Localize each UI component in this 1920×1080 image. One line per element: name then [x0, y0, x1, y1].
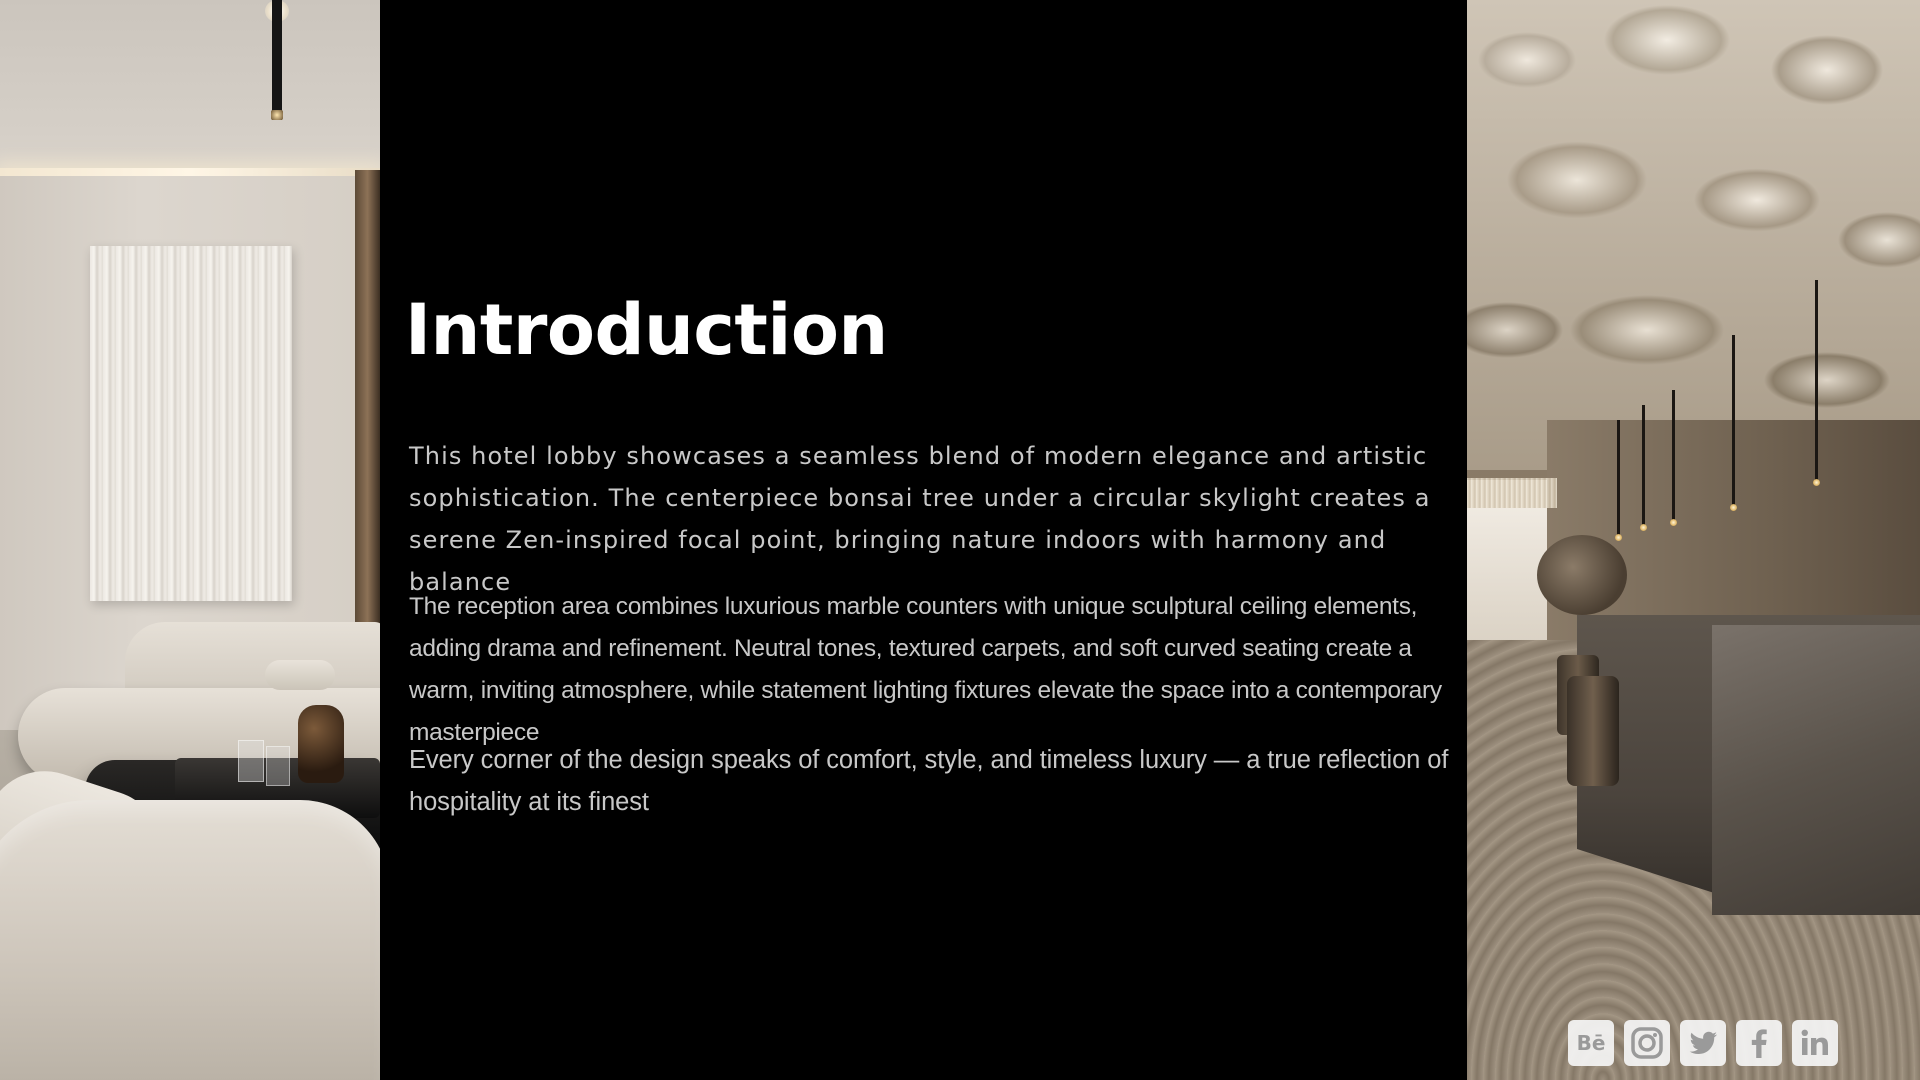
intro-paragraph-2: The reception area combines luxurious marble counters with unique sculptural ceiling elements, adding drama and refinement. Neutral tones, textured carpets, and soft curved seating create a warm, inviting atmosphere, while statement lighting fixtures elevate the space into a contemporary masterpiece	[409, 593, 1442, 746]
marble-counter	[1712, 625, 1920, 915]
intro-panel	[380, 0, 1467, 1080]
instagram-icon[interactable]	[1624, 1020, 1670, 1066]
intro-paragraph-3: Every corner of the design speaks of comfort, style, and timeless luxury — a true reflection of hospitality at its finest	[409, 746, 1449, 816]
lounge-photo	[0, 0, 380, 1080]
svg-text:Bē: Bē	[1576, 1031, 1606, 1055]
twitter-icon[interactable]	[1680, 1020, 1726, 1066]
sculptural-ceiling	[1467, 0, 1920, 470]
reception-photo	[1467, 0, 1920, 1080]
page-title: Introduction	[405, 289, 888, 371]
intro-paragraph-1: This hotel lobby showcases a seamless blend of modern elegance and artistic sophistication. The centerpiece bonsai tree under a circular skylight creates a serene Zen-inspired focal point, bringing nature indoors with harmony and balance	[409, 442, 1431, 596]
facebook-icon[interactable]	[1736, 1020, 1782, 1066]
behance-icon[interactable]	[1568, 1020, 1614, 1066]
wall-art	[90, 246, 292, 601]
linkedin-icon[interactable]	[1792, 1020, 1838, 1066]
